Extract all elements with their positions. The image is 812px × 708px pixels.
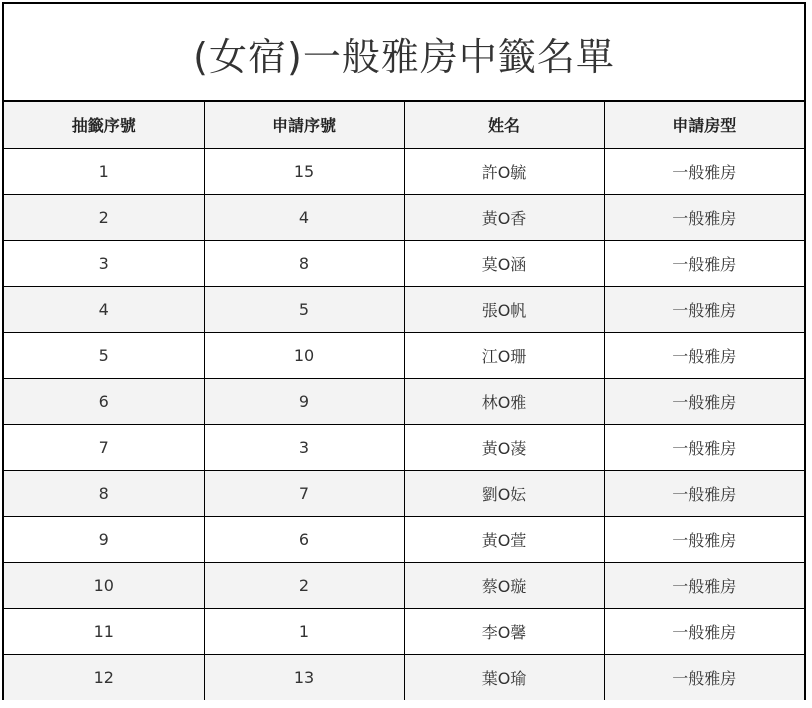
draw-number-cell: 6 [4,378,204,424]
header-name: 姓名 [404,102,604,148]
name-cell: 江O珊 [404,332,604,378]
application-number-cell: 4 [204,194,404,240]
application-number-cell: 13 [204,654,404,700]
room-type-cell: 一般雅房 [604,608,804,654]
name-cell: 林O雅 [404,378,604,424]
table-row [4,608,804,654]
header-application-number: 申請序號 [204,102,404,148]
room-type-cell: 一般雅房 [604,378,804,424]
draw-number-cell: 1 [98,161,109,181]
table-row [4,194,804,240]
table-body [4,148,804,700]
draw-number-cell: 3 [98,253,109,273]
table-row [4,240,804,286]
winners-table [4,102,804,700]
name-cell: 李O馨 [404,608,604,654]
room-type-cell: 一般雅房 [604,562,804,608]
name-cell: 黃O蓤 [404,424,604,470]
name-cell: 葉O瑜 [404,654,604,700]
application-number-cell: 15 [204,148,404,194]
winners-list-sheet [2,2,806,700]
name-cell: 莫O涵 [404,240,604,286]
application-number-cell: 5 [204,286,404,332]
application-number-cell: 2 [204,562,404,608]
table-row [4,654,804,700]
name-cell: 蔡O璇 [404,562,604,608]
room-type-cell: 一般雅房 [604,332,804,378]
table-row [4,148,804,194]
draw-number-cell: 5 [98,345,109,365]
table-row [4,562,804,608]
draw-number-cell: 12 [4,654,204,700]
application-number-cell: 3 [204,424,404,470]
name-cell: 黃O香 [404,194,604,240]
application-number-cell: 6 [204,516,404,562]
application-number-cell: 8 [204,240,404,286]
table-row [4,424,804,470]
table-row [4,286,804,332]
room-type-cell: 一般雅房 [604,286,804,332]
room-type-cell: 一般雅房 [604,424,804,470]
application-number-cell: 1 [204,608,404,654]
name-cell: 劉O妘 [404,470,604,516]
header-room-type: 申請房型 [604,102,804,148]
title-bar [4,4,804,102]
room-type-cell: 一般雅房 [604,194,804,240]
draw-number-cell: 8 [4,470,204,516]
draw-number-cell: 4 [4,286,204,332]
draw-number-cell: 9 [98,529,109,549]
table-row [4,470,804,516]
draw-number-cell: 7 [98,437,109,457]
room-type-cell: 一般雅房 [604,148,804,194]
table-row [4,378,804,424]
application-number-cell: 7 [204,470,404,516]
application-number-cell: 10 [204,332,404,378]
page-title: (女宿)一般雅房中籤名單 [193,34,615,79]
draw-number-cell: 2 [4,194,204,240]
table-row [4,332,804,378]
room-type-cell: 一般雅房 [604,240,804,286]
name-cell: 黃O萱 [404,516,604,562]
name-cell: 許O毓 [404,148,604,194]
room-type-cell: 一般雅房 [604,516,804,562]
room-type-cell: 一般雅房 [604,470,804,516]
draw-number-cell: 11 [93,621,114,641]
header-draw-number: 抽籤序號 [4,102,204,148]
table-header-row [4,102,804,148]
name-cell: 張O帆 [404,286,604,332]
application-number-cell: 9 [204,378,404,424]
table-row [4,516,804,562]
draw-number-cell: 10 [4,562,204,608]
room-type-cell: 一般雅房 [604,654,804,700]
